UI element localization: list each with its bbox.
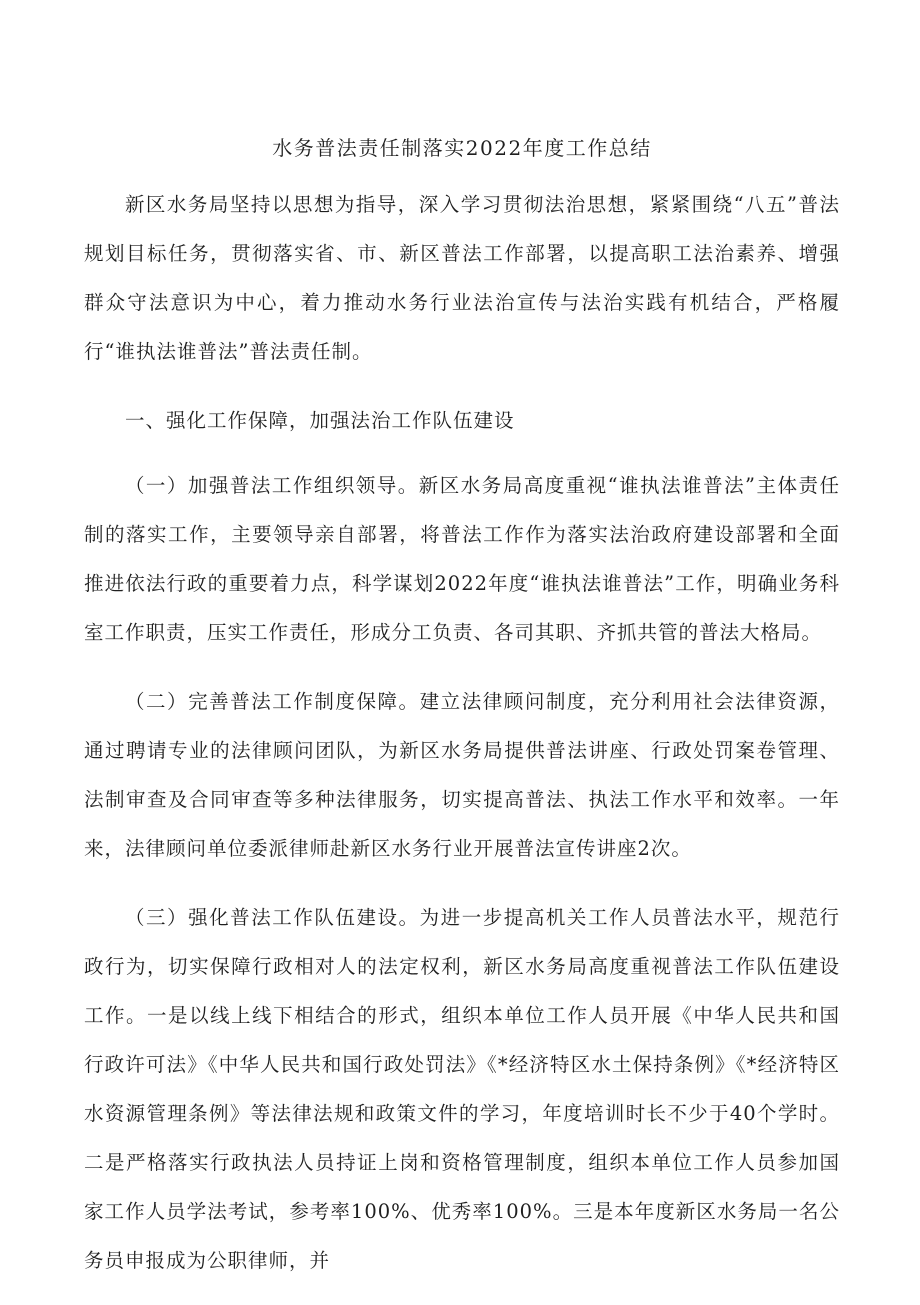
document-body [84,130,840,1305]
paragraph-2: （二）完善普法工作制度保障。建立法律顾问制度，充分利用社会法律资源，通过聘请专业的法律顾问团队，为新区水务局提供普法讲座、行政处罚案卷管理、法制审查及合同审查等多种法律服务，切实提高普法、执法工作水平和效率。一年来，法律顾问单位委派律师赴新区水务行业开展普法宣传讲座2次。 [84,690,840,860]
section-heading: 一、强化工作保障，加强法治工作队伍建设 [124,409,515,432]
paragraph-3: （三）强化普法工作队伍建设。为进一步提高机关工作人员普法水平，规范行政行为，切实保障行政相对人的法定权利，新区水务局高度重视普法工作队伍建设工作。一是以线上线下相结合的形式，组织本单位工作人员开展《中华人民共和国行政许可法》《中华人民共和国行政处罚法》《*经济特区水土保持条例》《*经济特区水资源管理条例》等法律法规和政策文件的学习，年度培训时长不少于40个学时。二是严格落实行政执法人员持证上岗和资格管理制度，组织本单位工作人员参加国家工作人员学法考试，参考率100%、优秀率100%。三是本年度新区水务局一名公务员申报成为公职律师，并 [84,906,840,1272]
paragraph-1: （一）加强普法工作组织领导。新区水务局高度重视“谁执法谁普法”主体责任制的落实工作，主要领导亲自部署，将普法工作作为落实法治政府建设部署和全面推进依法行政的重要着力点，科学谋划2022年度“谁执法谁普法”工作，明确业务科室工作职责，压实工作责任，形成分工负责、各司其职、齐抓共管的普法大格局。 [84,474,840,644]
document-title: 水务普法责任制落实2022年度工作总结 [272,136,652,160]
intro-paragraph: 新区水务局坚持以思想为指导，深入学习贯彻法治思想，紧紧围绕“八五”普法规划目标任务，贯彻落实省、市、新区普法工作部署，以提高职工法治素养、增强群众守法意识为中心，着力推动水务行业法治宣传与法治实践有机结合，严格履行“谁执法谁普法”普法责任制。 [84,193,840,363]
